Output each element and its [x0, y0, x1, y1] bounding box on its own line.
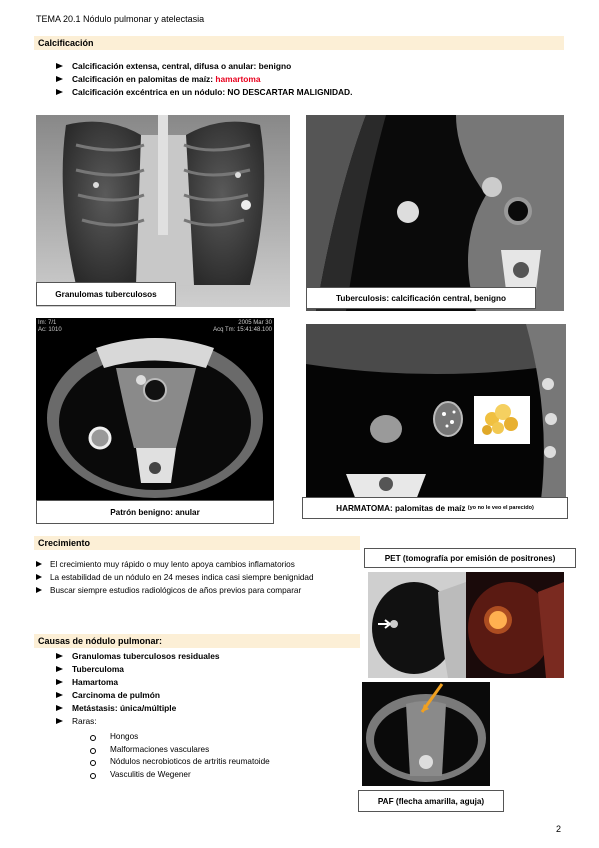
ct-anular-graphic	[36, 318, 274, 508]
list-item: Hamartoma	[56, 676, 346, 689]
arrow-bullet-icon	[56, 666, 63, 672]
ct-hamartoma-graphic	[306, 324, 566, 500]
crecimiento-list	[34, 558, 356, 597]
list-item: Carcinoma de pulmón	[56, 689, 346, 702]
arrow-bullet-icon	[36, 561, 42, 567]
caption-paf: PAF (flecha amarilla, aguja)	[358, 790, 504, 812]
list-item: Granulomas tuberculosos residuales	[56, 650, 346, 663]
list-item: Nódulos necrobioticos de artritis reumatoide	[90, 756, 340, 769]
caption-hamartoma-main: HARMATOMA: palomitas de maíz	[336, 503, 466, 513]
caption-tuberculosis: Tuberculosis: calcificación central, benigno	[306, 287, 536, 309]
arrow-bullet-icon	[56, 63, 63, 69]
list-item: Hongos	[90, 731, 340, 744]
circle-bullet-icon	[90, 735, 96, 741]
arrow-bullet-icon	[56, 692, 63, 698]
list-item: Calcificación excéntrica en un nódulo: NO DESCARTAR MALIGNIDAD.	[56, 86, 536, 99]
ct-anular-image	[36, 318, 274, 508]
raras-list	[90, 731, 340, 781]
arrow-bullet-icon	[56, 705, 63, 711]
arrow-bullet-icon	[56, 718, 63, 724]
circle-bullet-icon	[90, 760, 96, 766]
list-item: Calcificación en palomitas de maíz: hamartoma	[56, 73, 536, 86]
ct-overlay-left: Im: 7/1 Ac: 1010	[38, 320, 62, 333]
list-item: Raras:	[56, 715, 346, 728]
chest-xray-graphic	[36, 115, 290, 307]
page-title: TEMA 20.1 Nódulo pulmonar y atelectasia	[36, 14, 205, 24]
list-item: El crecimiento muy rápido o muy lento apoya cambios inflamatorios	[34, 558, 356, 571]
caption-granulomas: Granulomas tuberculosos	[36, 282, 176, 306]
paf-graphic	[362, 682, 490, 786]
highlight-hamartoma: hamartoma	[215, 74, 261, 84]
caption-pet: PET (tomografía por emisión de positrones)	[364, 548, 576, 568]
chest-xray-image	[36, 115, 290, 307]
pet-graphic	[368, 572, 564, 678]
list-item: Malformaciones vasculares	[90, 744, 340, 757]
list-item: La estabilidad de un nódulo en 24 meses indica casi siempre benignidad	[34, 571, 356, 584]
list-item: Buscar siempre estudios radiológicos de años previos para comparar	[34, 584, 356, 597]
section-heading-causas: Causas de nódulo pulmonar:	[34, 634, 360, 648]
arrow-bullet-icon	[56, 653, 63, 659]
arrow-bullet-icon	[56, 76, 63, 82]
page-number: 2	[556, 824, 562, 834]
list-item: Metástasis: única/múltiple	[56, 702, 346, 715]
ct-tuberculosis-image	[306, 115, 564, 311]
caption-hamartoma	[302, 497, 568, 519]
paf-image	[362, 682, 490, 786]
arrow-bullet-icon	[36, 574, 42, 580]
ct-tuberculosis-graphic	[306, 115, 564, 311]
calcificacion-list	[56, 60, 536, 99]
arrow-bullet-icon	[56, 679, 63, 685]
ct-overlay-right: 2005 Mar 30 Acq Tm: 15:41:48.100	[213, 320, 272, 333]
circle-bullet-icon	[90, 748, 96, 754]
caption-hamartoma-small: (yo no le veo el parecido)	[467, 505, 534, 511]
arrow-bullet-icon	[36, 587, 42, 593]
caption-patron-anular: Patrón benigno: anular	[36, 500, 274, 524]
pet-image	[368, 572, 564, 678]
circle-bullet-icon	[90, 773, 96, 779]
list-item: Calcificación extensa, central, difusa o anular: benigno	[56, 60, 536, 73]
arrow-bullet-icon	[56, 89, 63, 95]
section-heading-crecimiento: Crecimiento	[34, 536, 360, 550]
list-item: Vasculitis de Wegener	[90, 769, 340, 782]
section-heading-calcificacion: Calcificación	[34, 36, 564, 50]
causas-list	[56, 650, 346, 728]
list-item: Tuberculoma	[56, 663, 346, 676]
ct-hamartoma-image	[306, 324, 566, 500]
